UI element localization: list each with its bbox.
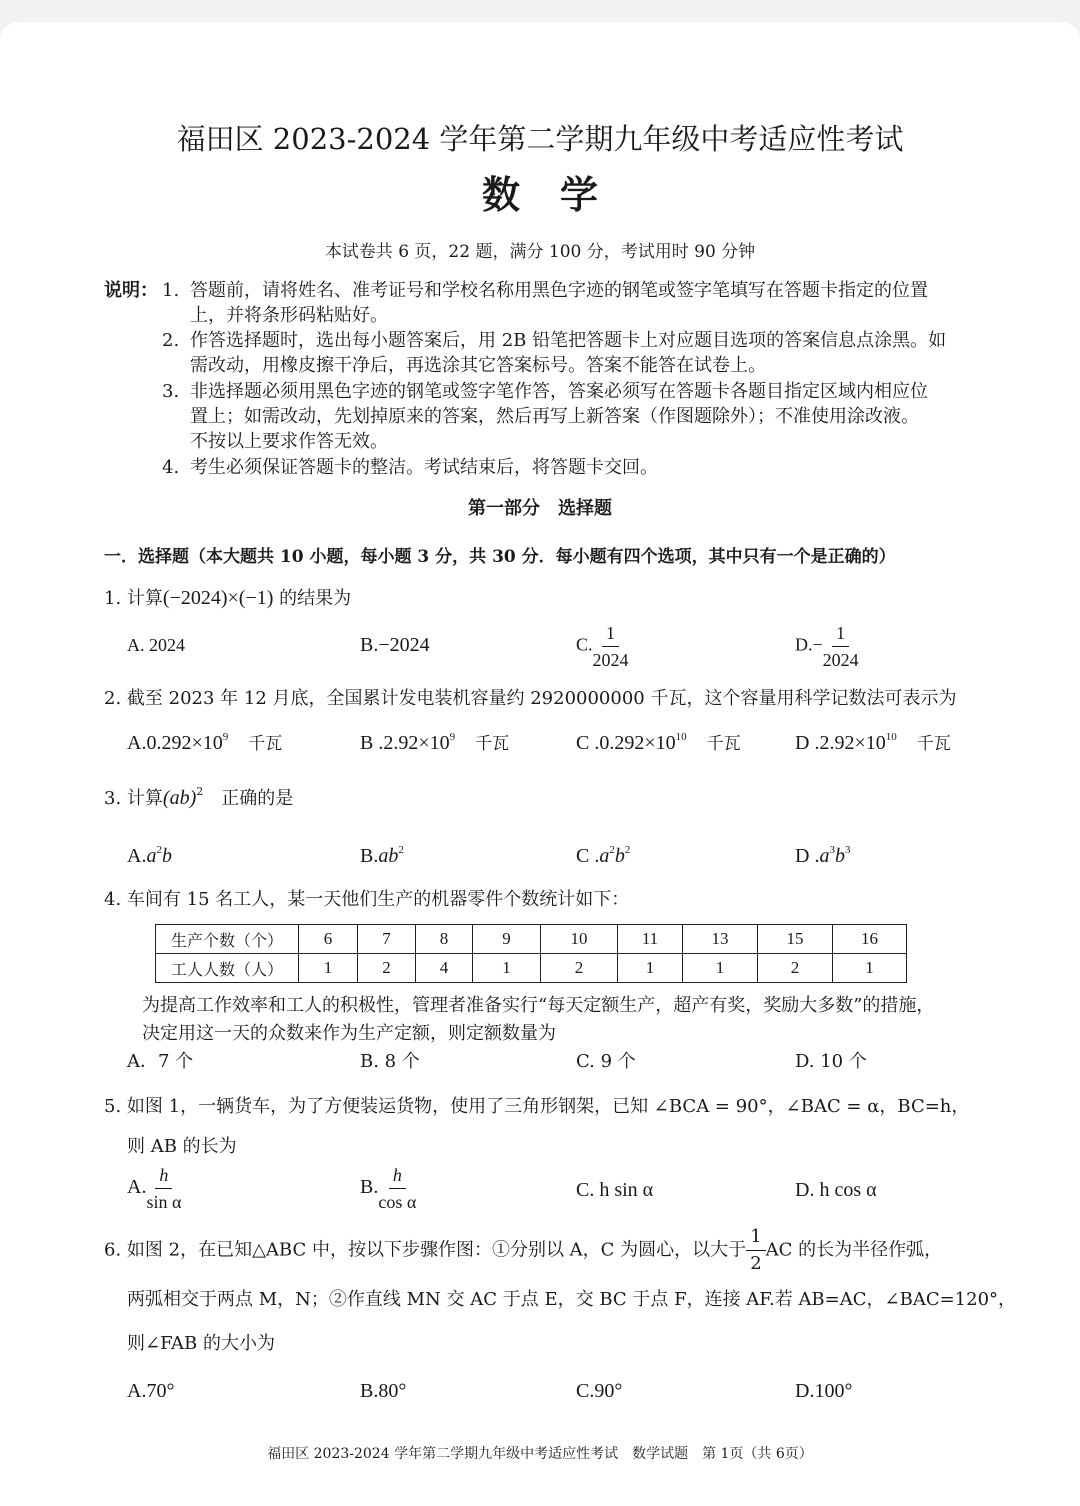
opt-var: b xyxy=(834,845,845,867)
opt-exp: 3 xyxy=(844,844,851,856)
option-c: C.90° xyxy=(576,1380,623,1402)
question-1 xyxy=(104,586,351,611)
question-5: 5. 如图 1，一辆货车，为了方便装运货物，使用了三角形钢架，已知 ∠BCA = 90°，∠BAC = α，BC=h， xyxy=(104,1096,970,1117)
q-expr: (ab) xyxy=(162,787,197,809)
opt-label: C . xyxy=(576,732,600,754)
option-d xyxy=(795,731,951,756)
option-a xyxy=(127,1162,181,1215)
question-text: 则 AB 的长为 xyxy=(127,1136,237,1157)
option-d xyxy=(795,844,850,868)
option-c xyxy=(576,731,741,756)
table-header: 工人人数（人） xyxy=(156,954,299,983)
opt-label: B . xyxy=(360,732,384,754)
denominator: 2024 xyxy=(592,650,629,670)
opt-var: b xyxy=(161,845,172,867)
opt-base: 2.92×10 xyxy=(383,732,450,754)
opt-unit: 千瓦 xyxy=(248,734,283,754)
option-d: D.100° xyxy=(795,1380,853,1402)
exam-title: 福田区 2023-2024 学年第二学期九年级中考适应性考试 xyxy=(176,122,904,156)
question-text: 决定用这一天的众数来作为生产定额，则定额数量为 xyxy=(142,1023,556,1044)
table-cell: 1 xyxy=(683,954,758,983)
option-c: C. h sin α xyxy=(576,1179,654,1201)
exam-info: 本试卷共 6 页，22 题，满分 100 分，考试用时 90 分钟 xyxy=(324,242,756,262)
production-table xyxy=(155,924,907,983)
note-num: 4. xyxy=(162,457,180,478)
opt-label: C. xyxy=(576,634,593,655)
option-c xyxy=(576,620,629,673)
option-d: D. 10 个 xyxy=(795,1051,867,1072)
table-cell: 16 xyxy=(833,925,907,954)
opt-label: A. xyxy=(127,845,147,867)
question-text: 为提高工作效率和工人的积极性，管理者准备实行“每天定额生产，超产有奖，奖励大多数”的措施， xyxy=(142,995,935,1016)
note-line: 不按以上要求作答无效。 xyxy=(190,431,388,452)
option-a xyxy=(127,844,172,868)
opt-exp: 9 xyxy=(222,731,229,743)
opt-exp: 10 xyxy=(885,731,897,743)
opt-label: A. xyxy=(127,1176,147,1199)
table-header: 生产个数（个） xyxy=(156,925,299,954)
option-b xyxy=(360,1162,416,1215)
fraction xyxy=(823,620,859,673)
opt-base: 2.92×10 xyxy=(819,732,886,754)
option-a: A. 2024 xyxy=(127,635,185,655)
question-3 xyxy=(104,786,293,811)
notes-label: 说明： xyxy=(104,280,158,301)
option-a: A．7 个 xyxy=(127,1051,194,1072)
table-cell: 4 xyxy=(416,954,473,983)
table-cell: 1 xyxy=(618,954,683,983)
opt-unit: 千瓦 xyxy=(475,734,510,754)
note-line: 置上；如需改动，先划掉原来的答案，然后再写上新答案（作图题除外）；不准使用涂改液。 xyxy=(190,406,919,427)
table-cell: 8 xyxy=(416,925,473,954)
option-a xyxy=(127,731,282,756)
opt-label: D.− xyxy=(795,634,823,655)
q-text: AC 的长为半径作弧， xyxy=(765,1239,943,1261)
q-text: 计算 xyxy=(126,788,163,809)
q-text: 的结果为 xyxy=(279,588,352,609)
option-a: A.70° xyxy=(127,1380,175,1402)
q-num: 3. xyxy=(104,788,122,809)
table-cell: 2 xyxy=(541,954,618,983)
opt-var: a xyxy=(819,845,830,867)
note-num: 2. xyxy=(162,330,180,351)
section-heading: 第一部分 选择题 xyxy=(468,498,612,519)
denominator: 2024 xyxy=(822,650,859,670)
opt-var: a xyxy=(146,845,157,867)
q-text: 计算 xyxy=(126,588,163,609)
table-cell: 6 xyxy=(299,925,358,954)
opt-exp: 2 xyxy=(609,844,615,856)
option-d: D. h cos α xyxy=(795,1179,877,1201)
table-cell: 13 xyxy=(683,925,758,954)
question-4: 4. 车间有 15 名工人，某一天他们生产的机器零件个数统计如下： xyxy=(104,889,630,910)
opt-label: B. xyxy=(360,1176,379,1199)
table-cell: 11 xyxy=(618,925,683,954)
opt-label: B. xyxy=(360,845,379,867)
table-cell: 15 xyxy=(758,925,833,954)
note-line: 答题前，请将姓名、准考证号和学校名称用黑色字迹的钢笔或签字笔填写在答题卡指定的位置 xyxy=(190,280,928,301)
table-row xyxy=(156,925,907,954)
opt-var: a xyxy=(599,845,610,867)
table-cell: 1 xyxy=(299,954,358,983)
opt-unit: 千瓦 xyxy=(916,734,951,754)
table-cell: 2 xyxy=(358,954,416,983)
table-cell: 1 xyxy=(833,954,907,983)
question-2: 2. 截至 2023 年 12 月底，全国累计发电装机容量约 2920000000 千瓦，这个容量用科学记数法可表示为 xyxy=(104,688,957,709)
denominator: sin α xyxy=(146,1192,182,1212)
note-line: 需改动，用橡皮擦干净后，再选涂其它答案标号。答案不能答在试卷上。 xyxy=(190,355,766,376)
note-num: 3. xyxy=(162,381,180,402)
opt-exp: 2 xyxy=(156,844,162,856)
fraction xyxy=(378,1162,416,1215)
note-line: 考生必须保证答题卡的整洁。考试结束后，将答题卡交回。 xyxy=(190,457,658,478)
q-text: 正确的是 xyxy=(221,788,294,809)
table-cell: 9 xyxy=(473,925,541,954)
table-cell: 10 xyxy=(541,925,618,954)
option-b: B. 8 个 xyxy=(360,1051,420,1072)
option-b: B.−2024 xyxy=(360,634,430,656)
fraction xyxy=(593,620,629,673)
q-exp: 2 xyxy=(196,785,204,798)
numerator: h xyxy=(155,1162,172,1189)
opt-base: 0.292×10 xyxy=(146,732,223,754)
denominator: 2 xyxy=(750,1253,762,1274)
option-c: C. 9 个 xyxy=(576,1051,636,1072)
opt-label: D . xyxy=(795,845,820,867)
opt-exp: 2 xyxy=(624,844,631,856)
table-cell: 2 xyxy=(758,954,833,983)
option-b: B.80° xyxy=(360,1380,407,1402)
opt-exp: 9 xyxy=(449,731,456,743)
note-line: 作答选择题时，选出每小题答案后，用 2B 铅笔把答题卡上对应题目选项的答案信息点涂黑。如 xyxy=(190,330,947,351)
option-d xyxy=(795,620,859,673)
opt-label: C . xyxy=(576,845,600,867)
opt-unit: 千瓦 xyxy=(706,734,741,754)
fraction xyxy=(146,1162,181,1215)
q-expr: (−2024)×(−1) xyxy=(162,587,274,609)
question-text: 则∠FAB 的大小为 xyxy=(127,1333,275,1354)
question-text: 两弧相交于两点 M，N；②作直线 MN 交 AC 于点 E，交 BC 于点 F，连接 AF.若 AB=AC，∠BAC=120°， xyxy=(127,1289,1017,1310)
opt-exp: 2 xyxy=(398,844,404,856)
opt-exp: 3 xyxy=(829,844,835,856)
note-num: 1. xyxy=(162,280,180,301)
opt-label: A. xyxy=(127,732,147,754)
opt-var: b xyxy=(614,845,625,867)
option-b xyxy=(360,844,404,868)
q-num: 1. xyxy=(104,588,122,609)
table-cell: 1 xyxy=(473,954,541,983)
numerator: 1 xyxy=(832,620,849,647)
part-intro: 一．选择题（本大题共 10 小题，每小题 3 分，共 30 分．每小题有四个选项，其中只有一个是正确的） xyxy=(104,547,896,567)
table-row xyxy=(156,954,907,983)
opt-var: ab xyxy=(378,845,399,867)
numerator: 1 xyxy=(602,620,619,647)
table-cell: 7 xyxy=(358,925,416,954)
option-c xyxy=(576,844,630,868)
denominator: cos α xyxy=(378,1192,417,1212)
page-footer: 福田区 2023-2024 学年第二学期九年级中考适应性考试 数学试题 第 1页（共 6页） xyxy=(267,1446,813,1462)
opt-label: D . xyxy=(795,732,820,754)
subject-title: 数学 xyxy=(481,172,638,217)
note-line: 非选择题必须用黑色字迹的钢笔或签字笔作答，答案必须写在答题卡各题目指定区域内相应位 xyxy=(190,381,928,402)
opt-base: 0.292×10 xyxy=(599,732,676,754)
q-text: 6. 如图 2，在已知△ABC 中，按以下步骤作图：①分别以 A，C 为圆心，以大于 xyxy=(104,1239,747,1261)
note-line: 上，并将条形码粘贴好。 xyxy=(190,305,388,326)
numerator: h xyxy=(389,1162,406,1189)
question-6 xyxy=(104,1224,942,1277)
option-b xyxy=(360,731,509,756)
opt-exp: 10 xyxy=(675,731,687,743)
numerator: 1 xyxy=(746,1224,765,1251)
fraction xyxy=(746,1224,765,1277)
